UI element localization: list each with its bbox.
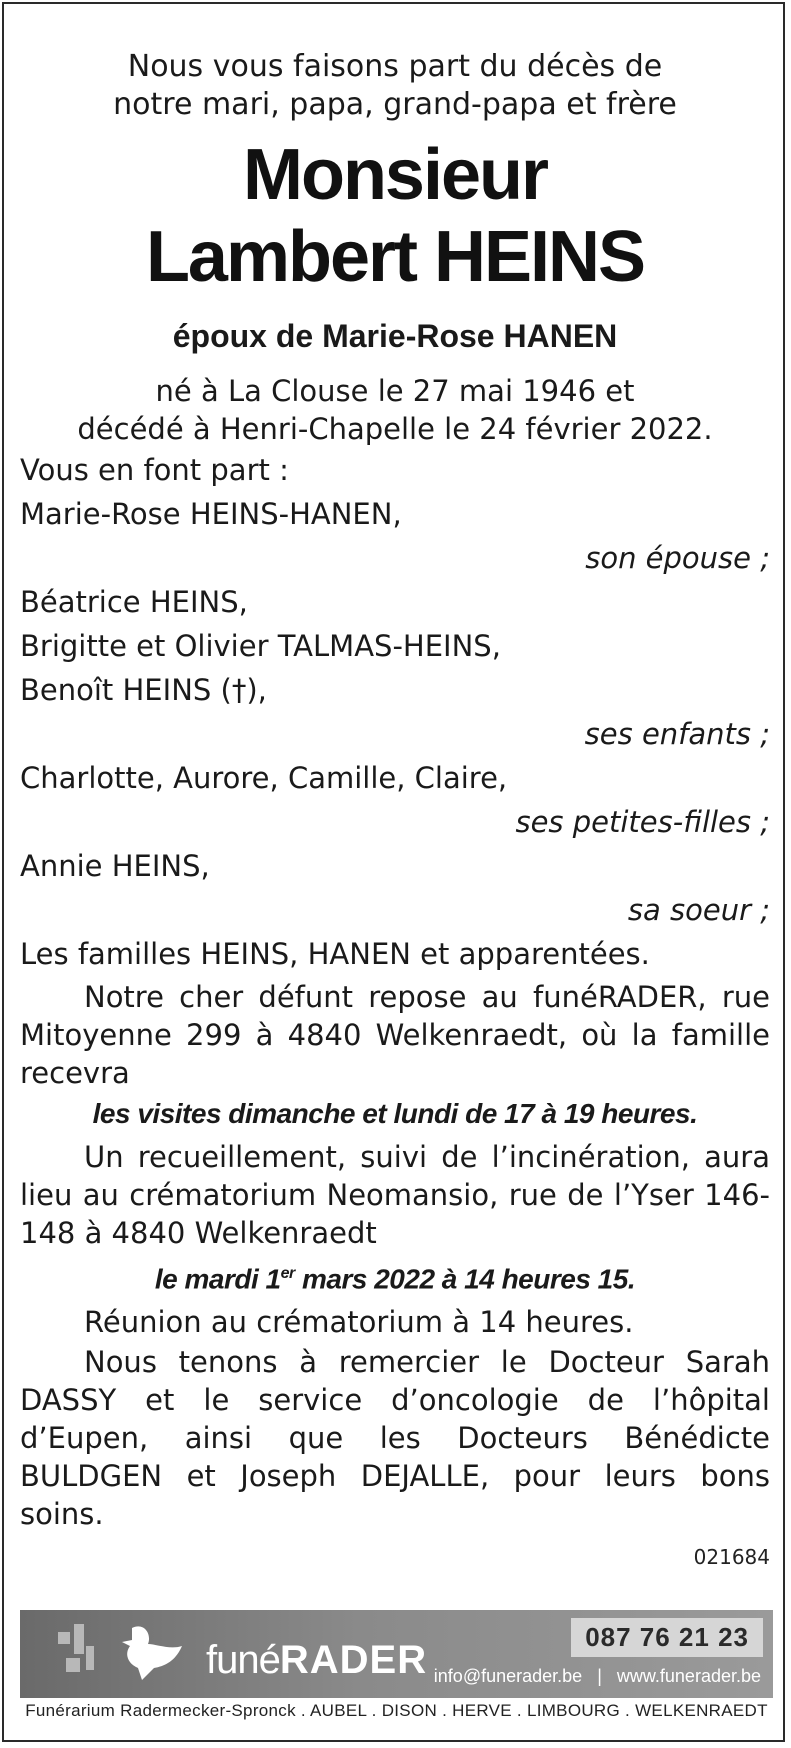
ceremony-paragraph: Un recueillement, suivi de l’incinération, aura lieu au crématorium Neomansio, rue de l’Yser 146-148 à 4840 Welkenraedt [20,1140,770,1250]
email-link[interactable]: info@funerader.be [433,1666,583,1686]
grandchildren: Charlotte, Aurore, Camille, Claire, [20,761,508,795]
logo-brand: RADER [279,1638,428,1682]
death-line: décédé à Henri-Chapelle le 24 février 2022. [77,412,713,446]
family-intro: Vous en font part : [20,453,289,487]
ceremony-date [20,1252,770,1301]
logo-prefix: funé [206,1638,280,1682]
sister-role: sa soeur ; [627,893,770,927]
intro-line-2: notre mari, papa, grand-papa et frère [113,87,677,122]
grandchildren-role: ses petites-filles ; [515,805,770,839]
child-2: Brigitte et Olivier TALMAS-HEINS, [20,629,501,663]
ceremony-date-sup: er [280,1265,295,1282]
funeral-home-logo [206,1638,427,1683]
phone-number[interactable]: 087 76 21 23 [571,1618,763,1657]
obituary-content [20,48,770,1569]
child-1: Béatrice HEINS, [20,585,248,619]
dove-icon [112,1620,202,1690]
sister: Annie HEINS, [20,849,210,883]
intro [20,48,770,124]
life-dates [20,372,770,448]
spouse-role: son épouse ; [585,541,770,575]
spouse-name: Marie-Rose HEINS-HANEN, [20,497,402,531]
thanks-paragraph: Nous tenons à remercier le Docteur Sarah DASSY et le service d’oncologie de l’hôpital d’Eupen, ainsi que les Docteurs Bénédicte BULDGEN et Joseph DEJALLE, pour leurs bons soins. [20,1345,770,1532]
ceremony-date-end: mars 2022 à 14 heures 15. [294,1263,636,1295]
spouse-line: époux de Marie-Rose HANEN [172,318,618,354]
child-3: Benoît HEINS (†), [20,673,267,707]
rest-paragraph: Notre cher défunt repose au funéRADER, rue Mitoyenne 299 à 4840 Welkenraedt, où la famille recevra [20,980,770,1090]
deceased-name-block [20,134,770,298]
funeral-home-footer: Funérarium Radermecker-Spronck . AUBEL . DISON . HERVE . LIMBOURG . WELKENRAEDT [25,1701,768,1720]
deceased-name: Lambert HEINS [145,217,645,297]
meeting-line: Réunion au crématorium à 14 heures. [84,1305,634,1340]
deceased-title: Monsieur [242,135,548,215]
intro-line-1: Nous vous faisons part du décès de [127,49,663,84]
children-role: ses enfants ; [584,717,770,751]
funeral-home-banner [20,1610,773,1698]
website-link[interactable]: www.funerader.be [616,1666,761,1686]
families: Les familles HEINS, HANEN et apparentées. [20,937,650,971]
reference-number: 021684 [693,1545,770,1570]
visits-line: les visites dimanche et lundi de 17 à 19 heures. [92,1098,698,1129]
contact-line [434,1666,761,1687]
ceremony-date-start: le mardi 1 [154,1263,281,1295]
contact-separator: | [597,1666,602,1686]
logo-squares-icon [58,1624,98,1684]
birth-line: né à La Clouse le 27 mai 1946 et [155,374,635,408]
